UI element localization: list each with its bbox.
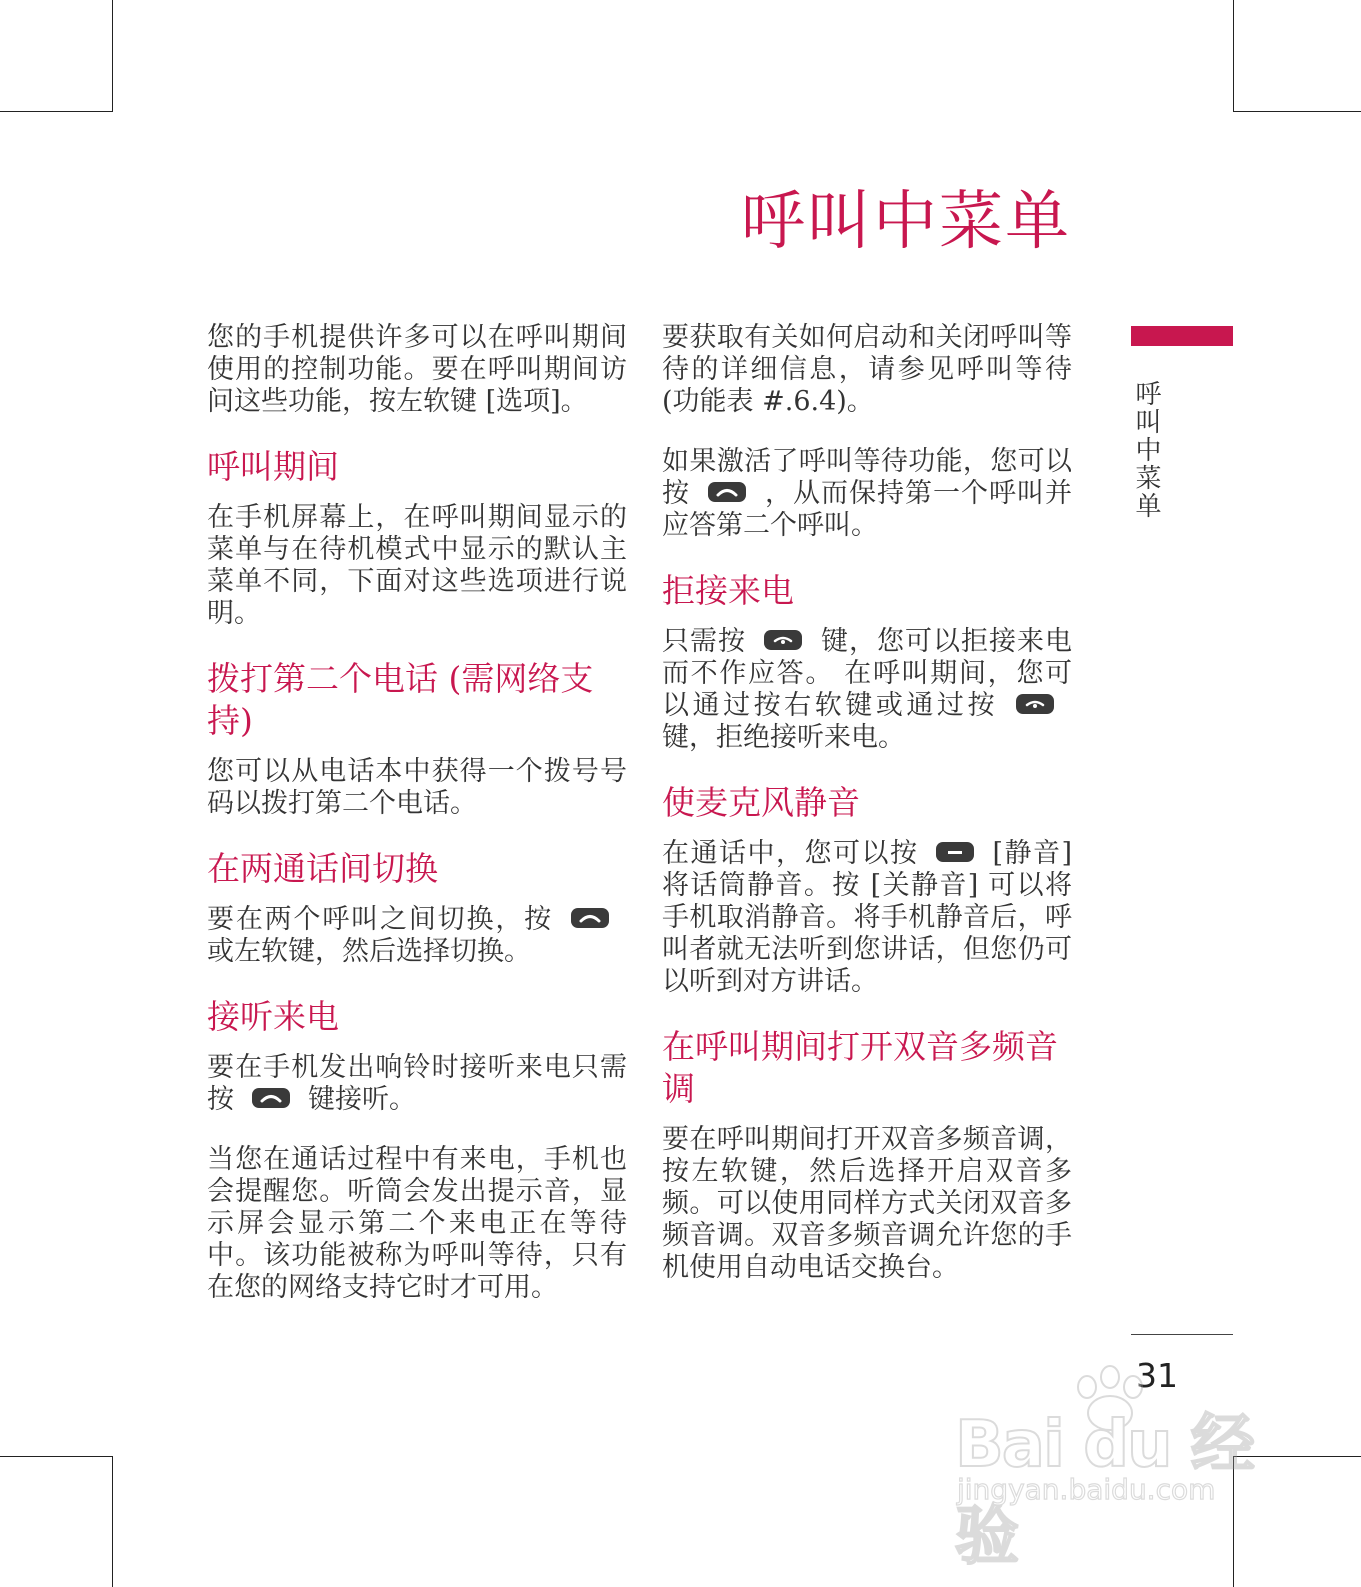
side-tab-bar xyxy=(1131,326,1233,346)
send-key-icon xyxy=(708,482,746,502)
crop-mark xyxy=(112,0,113,112)
section-heading-switch-calls: 在两通话间切换 xyxy=(207,849,438,888)
crop-mark xyxy=(112,1456,113,1587)
crop-mark xyxy=(0,1456,113,1457)
section-text-second-call: 您可以从电话本中获得一个拨号号码以拨打第二个电话。 xyxy=(207,756,627,819)
section-text-switch-calls xyxy=(207,904,627,968)
text-fragment: 键，拒绝接听来电。 xyxy=(662,722,905,753)
section-text-answer-call xyxy=(207,1052,627,1116)
text-fragment: 要在两个呼叫之间切换，按 xyxy=(207,904,553,935)
page-number-rule xyxy=(1131,1334,1233,1335)
text-fragment: 或左软键，然后选择切换。 xyxy=(207,936,531,967)
text-fragment: 如果激活了呼叫等待功能，您可以按 xyxy=(662,446,1072,509)
right-column xyxy=(662,322,1072,1312)
left-column xyxy=(207,322,627,1332)
section-text-mute xyxy=(662,838,1072,998)
watermark-brand: Bai du 经验 xyxy=(955,1408,1253,1574)
text-fragment: ，从而保持第一个呼叫并应答第二个呼叫。 xyxy=(662,478,1072,541)
end-key-icon xyxy=(764,630,802,650)
text-fragment: 键接听。 xyxy=(308,1084,416,1115)
end-key-icon xyxy=(1016,694,1054,714)
text-fragment: 键，您可以拒接来电而不作应答。 在呼叫期间，您可以通过按右软键或通过按 xyxy=(662,626,1072,721)
side-tab-label: 呼叫中菜单 xyxy=(1131,380,1161,520)
crop-mark xyxy=(1233,111,1361,112)
section-text-dtmf: 要在呼叫期间打开双音多频音调，按左软键，然后选择开启双音多频。可以使用同样方式关闭双音多频音调。双音多频音调允许您的手机使用自动电话交换台。 xyxy=(662,1124,1072,1283)
watermark-url: jingyan.baidu.com xyxy=(957,1473,1216,1506)
crop-mark xyxy=(0,111,113,112)
section-heading-mute: 使麦克风静音 xyxy=(662,783,860,822)
call-waiting-info: 要获取有关如何启动和关闭呼叫等待的详细信息，请参见呼叫等待 (功能表 #.6.4)。 xyxy=(662,322,1072,417)
section-heading-reject-call: 拒接来电 xyxy=(662,571,794,610)
section-heading-answer-call: 接听来电 xyxy=(207,997,339,1036)
page-number: 31 xyxy=(1136,1356,1178,1395)
baidu-watermark xyxy=(955,1365,1265,1574)
text-fragment: 要在手机发出响铃时接听来电只需按 xyxy=(207,1052,627,1115)
text-fragment: [静音] 将话筒静音。按 [关静音] 可以将手机取消静音。将手机静音后，呼叫者就无法听到您讲话，但您仍可以听到对方讲话。 xyxy=(662,838,1073,997)
section-text-call-waiting: 当您在通话过程中有来电，手机也会提醒您。听筒会发出提示音，显示屏会显示第二个来电正在等待中。该功能被称为呼叫等待，只有在您的网络支持它时才可用。 xyxy=(207,1144,627,1303)
call-waiting-hold xyxy=(662,446,1072,542)
section-text-reject-call xyxy=(662,626,1072,754)
text-fragment: 在通话中，您可以按 xyxy=(662,838,919,869)
page-title: 呼叫中菜单 xyxy=(741,185,1071,259)
section-heading-during-call: 呼叫期间 xyxy=(207,447,339,486)
text-fragment: 只需按 xyxy=(662,626,746,657)
intro-paragraph: 您的手机提供许多可以在呼叫期间使用的控制功能。要在呼叫期间访问这些功能，按左软键 [选项]。 xyxy=(207,322,627,417)
send-key-icon xyxy=(571,908,609,928)
section-heading-second-call: 拨打第二个电话 (需网络支持) xyxy=(207,659,594,740)
section-heading-dtmf: 在呼叫期间打开双音多频音调 xyxy=(662,1027,1058,1108)
crop-mark xyxy=(1233,0,1234,112)
section-text-during-call: 在手机屏幕上，在呼叫期间显示的菜单与在待机模式中显示的默认主菜单不同，下面对这些选项进行说明。 xyxy=(207,502,627,629)
mute-key-icon xyxy=(936,842,974,862)
send-key-icon xyxy=(252,1088,290,1108)
